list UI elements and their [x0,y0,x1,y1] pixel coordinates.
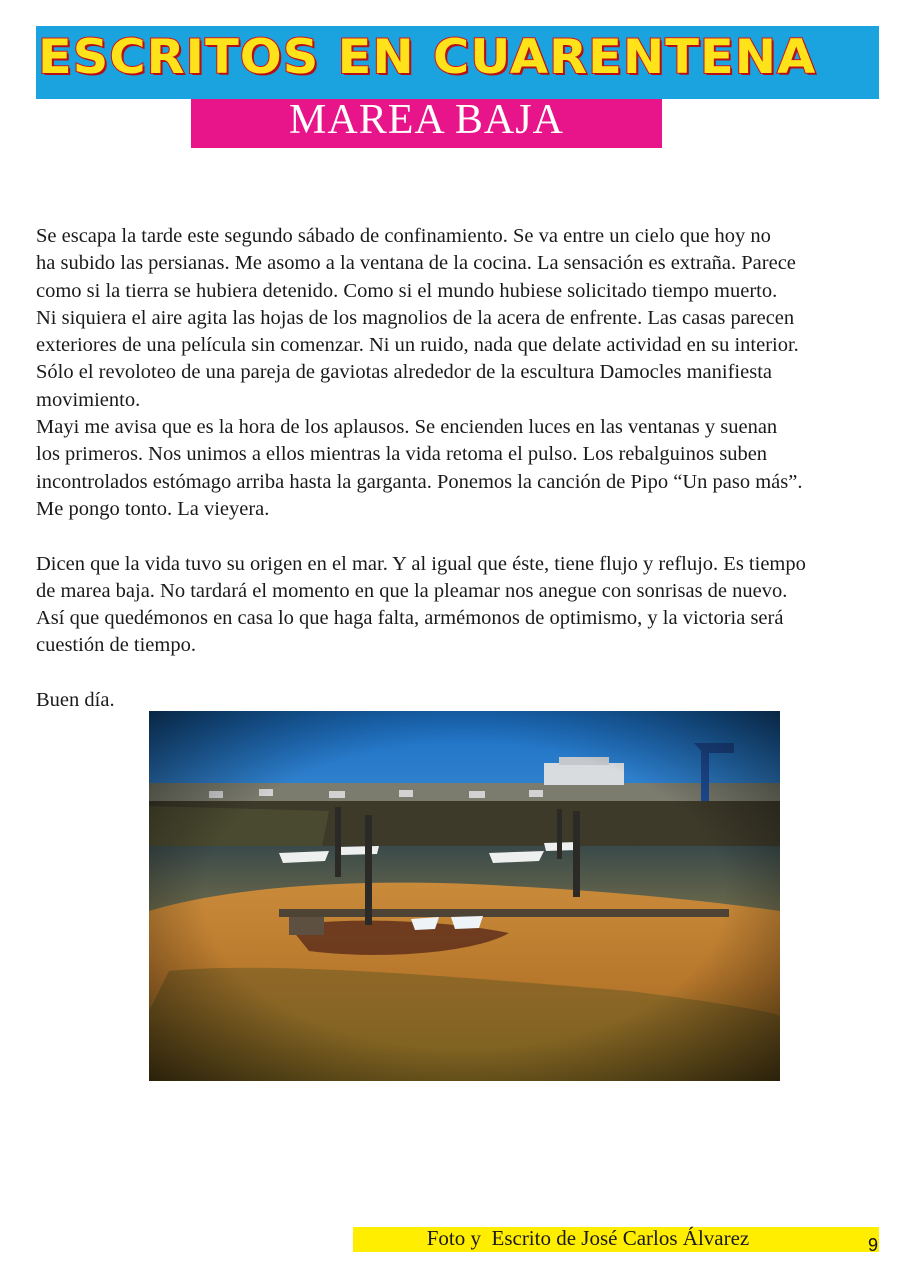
paragraph-2: Mayi me avisa que es la hora de los aplausos. Se encienden luces en las ventanas y suenan los primeros. Nos unimos a ellos mientras la vida retoma el pulso. Los rebalguinos suben incontrolados estómago arriba hasta la garganta. Ponemos la canción de Pipo “Un paso más”. Me pongo tonto. La vieyera. [36,416,803,520]
magazine-title: ESCRITOS EN CUARENTENA [38,30,817,85]
page-number: 9 [868,1235,879,1255]
author-credit: Foto y Escrito de José Carlos Álvarez [426,1226,750,1250]
paragraph-1: Se escapa la tarde este segundo sábado de confinamiento. Se va entre un cielo que hoy no ha subido las persianas. Me asomo a la ventana de la cocina. La sensación es extraña. Parece como si la tierra se hubiera detenido. Como si el mundo hubiese solicitado tiempo muerto. Ni siquiera el aire agita las hojas de los magnolios de la acera de enfrente. Las casas parecen exteriores de una película sin comenzar. Ni un ruido, nada que delate actividad en su interior. Sólo el revoloteo de una pareja de gaviotas alrededor de la escultura Damocles manifiesta movimiento. [36,225,799,411]
sign-off: Buen día. [36,689,115,712]
harbour-photo [149,711,780,1081]
article-title: MAREA BAJA [289,97,564,143]
paragraph-3: Dicen que la vida tuvo su origen en el mar. Y al igual que éste, tiene flujo y reflujo. Es tiempo de marea baja. No tardará el momento en que la pleamar nos anegue con sonrisas de nuevo. Así que quedémonos en casa lo que haga falta, armémonos de optimismo, y la victoria será cuestión de tiempo. [36,552,806,657]
article-body [36,223,886,714]
